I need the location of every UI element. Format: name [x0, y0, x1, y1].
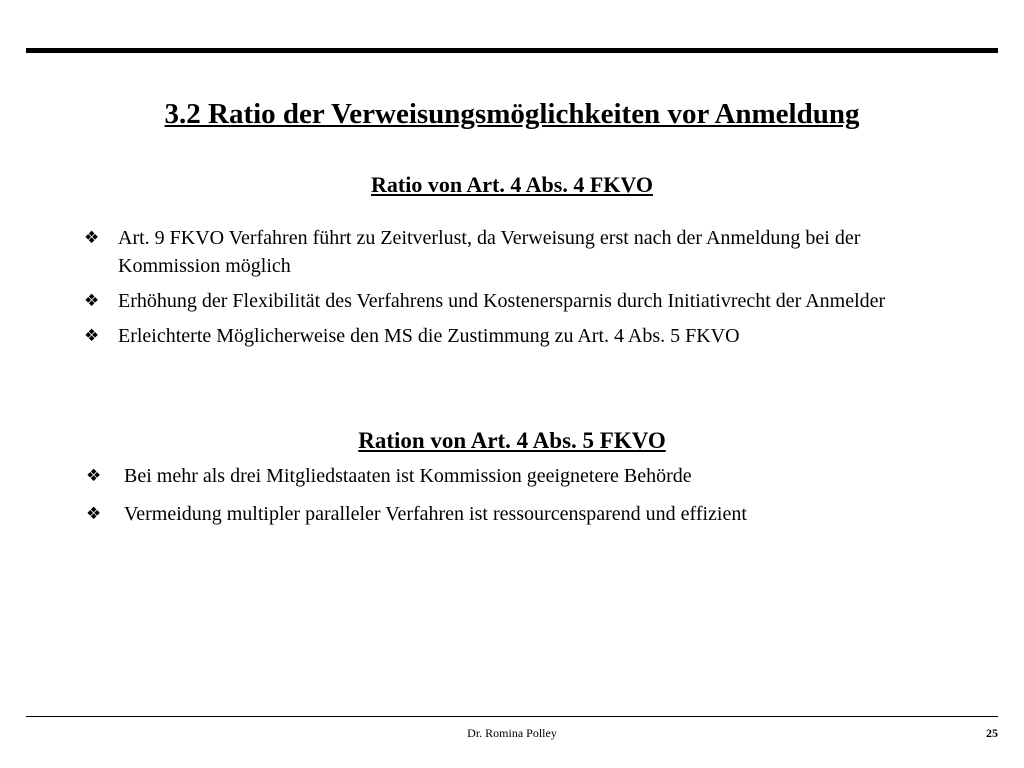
section-heading-art4-abs5: Ration von Art. 4 Abs. 5 FKVO [358, 428, 666, 453]
bullet-text: Art. 9 FKVO Verfahren führt zu Zeitverlust, da Verweisung erst nach der Anmeldung bei der Kommission möglich [118, 227, 861, 277]
page-number: 25 [986, 726, 998, 740]
bullet-text: Erleichterte Möglicherweise den MS die Zustimmung zu Art. 4 Abs. 5 FKVO [118, 325, 740, 347]
list-item [84, 322, 964, 350]
list-item [86, 500, 966, 528]
diamond-bullet-icon: ❖ [86, 504, 102, 524]
top-divider [26, 48, 998, 53]
diamond-bullet-icon: ❖ [84, 291, 100, 311]
bullet-text: Vermeidung multipler paralleler Verfahren ist ressourcensparend und effizient [124, 503, 747, 525]
diamond-bullet-icon: ❖ [84, 326, 100, 346]
list-item [86, 462, 966, 490]
list-item [84, 287, 964, 315]
bullet-text: Bei mehr als drei Mitgliedstaaten ist Kommission geeignetere Behörde [124, 465, 692, 487]
bullet-list-art4-abs4 [84, 224, 964, 357]
bullet-text: Erhöhung der Flexibilität des Verfahrens und Kostenersparnis durch Initiativrecht der Anmelder [118, 290, 886, 312]
diamond-bullet-icon: ❖ [86, 466, 102, 486]
slide-title: 3.2 Ratio der Verweisungsmöglichkeiten vor Anmeldung [164, 98, 860, 130]
footer-author: Dr. Romina Polley [467, 726, 557, 740]
footer-divider [26, 716, 998, 717]
section-heading-art4-abs4: Ratio von Art. 4 Abs. 4 FKVO [371, 172, 653, 197]
diamond-bullet-icon: ❖ [84, 228, 100, 248]
bullet-list-art4-abs5 [86, 462, 966, 538]
list-item [84, 224, 964, 280]
